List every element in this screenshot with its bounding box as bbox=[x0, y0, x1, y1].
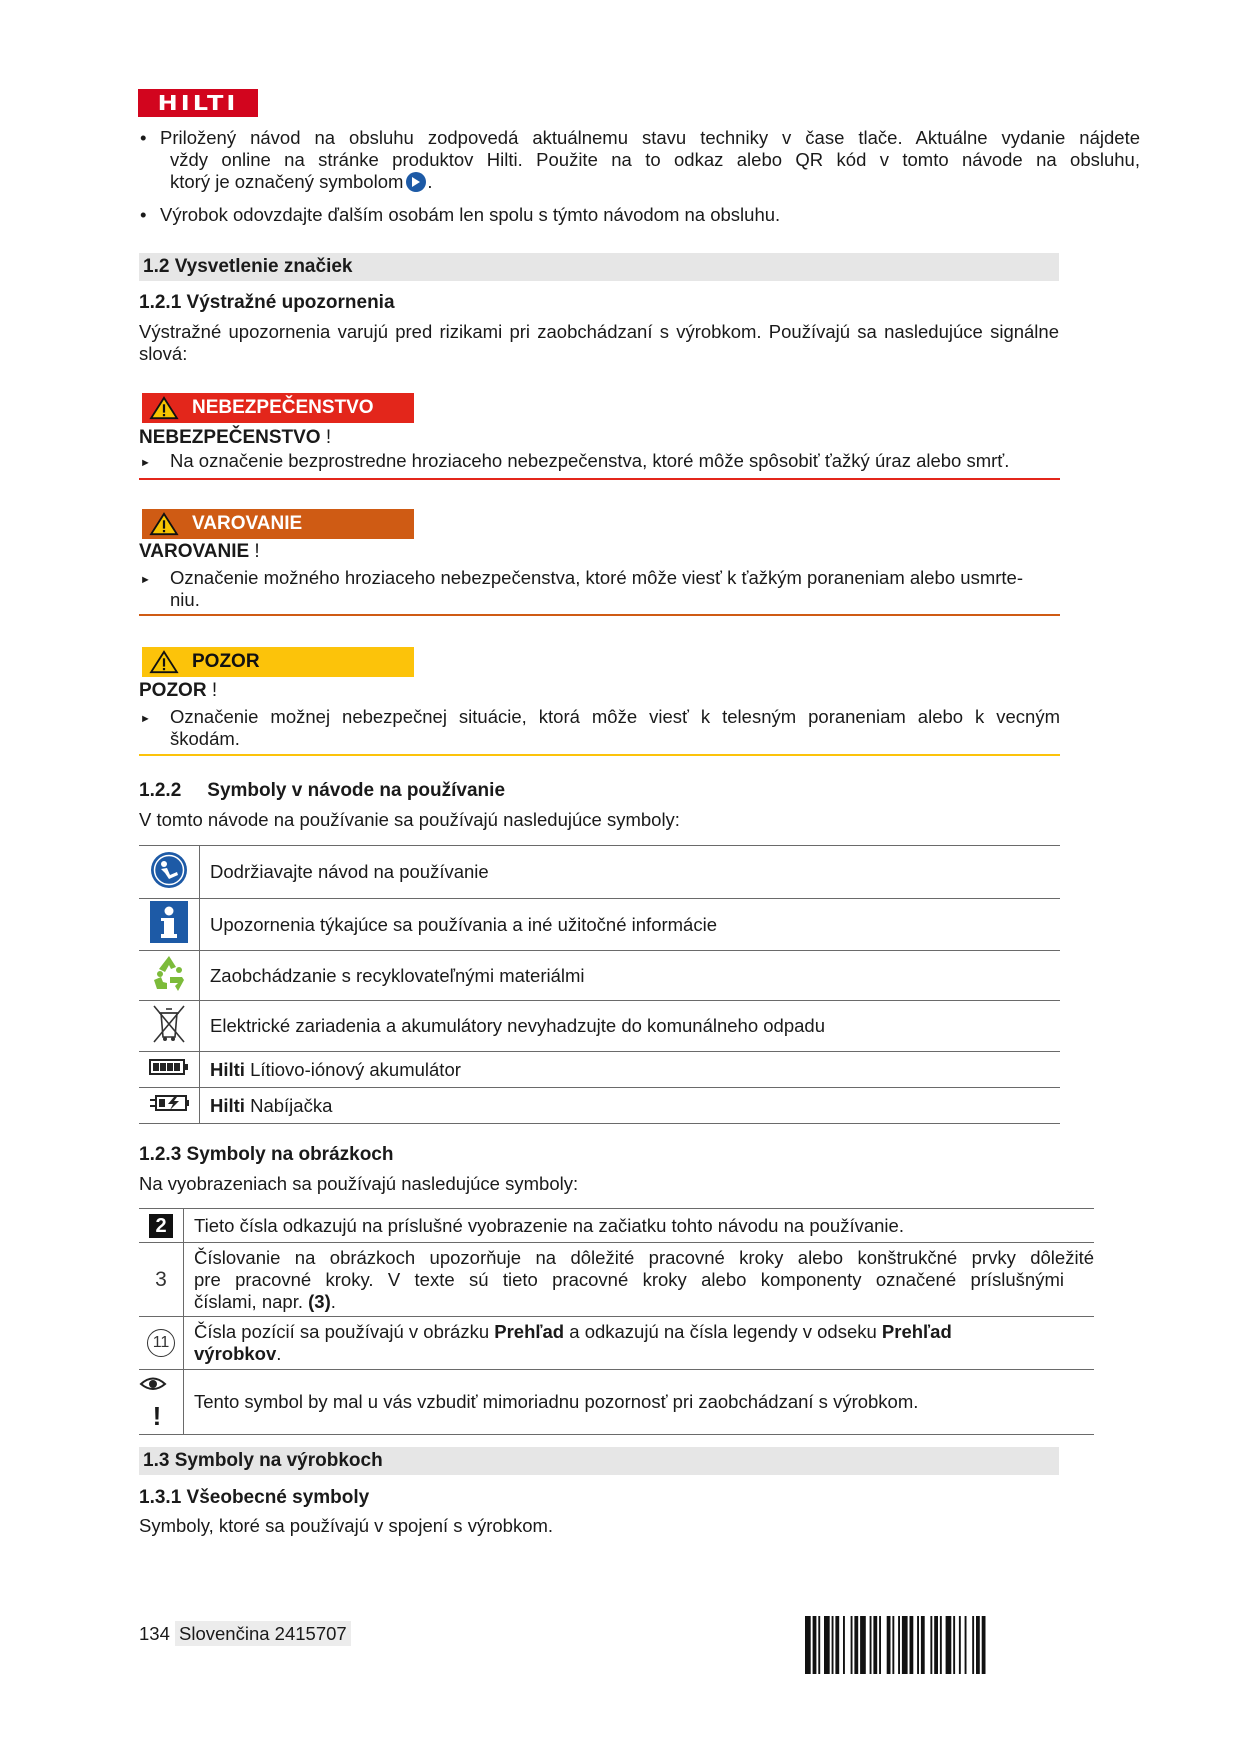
barcode-bar bbox=[921, 1616, 925, 1674]
figure-symbol-text: Čísla pozícií sa používajú v obrázku Prehľad a odkazujú na čísla legendy v odseku Prehľad výrobkov. bbox=[184, 1317, 1095, 1370]
barcode-bar bbox=[930, 1616, 932, 1674]
hilti-logo: HILTI bbox=[138, 89, 258, 117]
manual-symbol-text: Hilti Lítiovo-iónový akumulátor bbox=[200, 1052, 1061, 1088]
online-manual-icon bbox=[405, 171, 427, 193]
barcode-bar bbox=[854, 1616, 858, 1674]
subsection-1-3-1-title: 1.3.1 Všeobecné symboly bbox=[139, 1487, 370, 1508]
warning-title: VAROVANIE ! bbox=[139, 541, 260, 562]
section-1-2-title: 1.2 Vysvetlenie značiek bbox=[139, 253, 1059, 281]
manual-symbol-text: Hilti Nabíjačka bbox=[200, 1088, 1061, 1124]
manual-symbol-text: Dodržiavajte návod na používanie bbox=[200, 846, 1061, 899]
footer-language: Slovenčina bbox=[179, 1623, 270, 1644]
warning-intro-text: Výstražné upozornenia varujú pred rizikami pri zaobchádzaní s výrobkom. Používajú sa nasledujúce signálne slová: bbox=[139, 321, 1059, 364]
barcode-bar bbox=[953, 1616, 955, 1674]
table-row bbox=[139, 1317, 1094, 1370]
info-icon bbox=[150, 901, 188, 943]
manual-symbols-intro: V tomto návode na používanie sa používajú nasledujúce symboly: bbox=[139, 809, 680, 830]
page-footer bbox=[139, 1623, 351, 1645]
barcode-bar bbox=[892, 1616, 894, 1674]
barcode-bar bbox=[813, 1616, 817, 1674]
figure-symbols-table bbox=[139, 1208, 1094, 1435]
warning-triangle-icon bbox=[148, 396, 180, 420]
barcode-bar bbox=[940, 1616, 942, 1674]
danger-signal-label: NEBEZPEČENSTVO bbox=[142, 393, 414, 423]
table-row bbox=[139, 1001, 1060, 1052]
caution-rule bbox=[139, 754, 1060, 756]
barcode-bar bbox=[934, 1616, 938, 1674]
figure-symbol-text: Číslovanie na obrázkoch upozorňuje na dôležité pracovné kroky alebo konštrukčné prvky dôležité pre pracovné kroky. V texte sú tieto pracovné kroky alebo komponenty označené príslušnými číslami, napr. (3). bbox=[184, 1243, 1095, 1317]
figure-symbols-intro: Na vyobrazeniach sa používajú nasledujúce symboly: bbox=[139, 1173, 579, 1194]
table-row bbox=[139, 1209, 1094, 1243]
general-symbols-intro: Symboly, ktoré sa používajú v spojení s výrobkom. bbox=[139, 1515, 554, 1536]
barcode-bar bbox=[870, 1616, 872, 1674]
manual-symbol-text: Elektrické zariadenia a akumulátory nevyhadzujte do komunálneho odpadu bbox=[200, 1001, 1061, 1052]
caution-signal-label: POZOR bbox=[142, 647, 414, 677]
barcode-bar bbox=[917, 1616, 919, 1674]
danger-title: NEBEZPEČENSTVO ! bbox=[139, 427, 332, 448]
warning-triangle-icon bbox=[148, 650, 180, 674]
danger-rule bbox=[139, 478, 1060, 480]
barcode-bar bbox=[965, 1616, 967, 1674]
subsection-1-2-1-title: 1.2.1 Výstražné upozornenia bbox=[139, 292, 395, 313]
barcode-bar bbox=[843, 1616, 845, 1674]
barcode-bar bbox=[879, 1616, 881, 1674]
table-row bbox=[139, 1243, 1094, 1317]
figure-symbol-text: Tieto čísla odkazujú na príslušné vyobrazenie na začiatku tohto návodu na používanie. bbox=[184, 1209, 1095, 1243]
caution-title: POZOR ! bbox=[139, 680, 218, 701]
battery-icon bbox=[149, 1057, 189, 1077]
figure-symbol-text: Tento symbol by mal u vás vzbudiť mimoriadnu pozornosť pri zaobchádzaní s výrobkom. bbox=[184, 1370, 1095, 1435]
barcode-bar bbox=[824, 1616, 830, 1674]
footer-doc-number: 2415707 bbox=[274, 1623, 347, 1644]
warning-signal-label: VAROVANIE bbox=[142, 509, 414, 539]
table-row bbox=[139, 846, 1060, 899]
barcode-bar bbox=[946, 1616, 952, 1674]
step-number: 3 bbox=[155, 1267, 167, 1291]
barcode-bar bbox=[982, 1616, 986, 1674]
barcode-bar bbox=[851, 1616, 853, 1674]
section-1-3-title: 1.3 Symboly na výrobkoch bbox=[139, 1447, 1059, 1475]
weee-bin-icon bbox=[151, 1003, 187, 1045]
position-number-circle: 11 bbox=[147, 1329, 175, 1357]
figure-number-badge: 2 bbox=[149, 1214, 173, 1238]
barcode bbox=[805, 1616, 1060, 1674]
barcode-bar bbox=[805, 1616, 811, 1674]
manual-symbol-text: Upozornenia týkajúce sa používania a iné užitočné informácie bbox=[200, 899, 1061, 951]
subsection-1-2-3-title: 1.2.3 Symboly na obrázkoch bbox=[139, 1144, 394, 1165]
manual-symbols-table bbox=[139, 845, 1060, 1124]
barcode-bar bbox=[902, 1616, 908, 1674]
table-row bbox=[139, 1052, 1060, 1088]
barcode-bar bbox=[818, 1616, 820, 1674]
barcode-bar bbox=[972, 1616, 974, 1674]
warning-rule bbox=[139, 614, 1060, 616]
barcode-bar bbox=[873, 1616, 877, 1674]
table-row: ! Tento symbol by mal u vás vzbudiť mimoriadnu pozornosť pri zaobchádzaní s výrobkom. bbox=[139, 1370, 1094, 1435]
eye-attention-icon bbox=[139, 1370, 183, 1396]
barcode-bar bbox=[910, 1616, 914, 1674]
barcode-bar bbox=[835, 1616, 839, 1674]
charger-icon bbox=[148, 1092, 190, 1114]
warning-triangle-icon bbox=[148, 512, 180, 536]
barcode-bar bbox=[860, 1616, 866, 1674]
subsection-1-2-2-title: 1.2.2 Symboly v návode na používanie bbox=[139, 780, 506, 801]
barcode-bar bbox=[887, 1616, 891, 1674]
barcode-bar bbox=[976, 1616, 980, 1674]
barcode-bar bbox=[898, 1616, 900, 1674]
recycle-icon bbox=[149, 953, 189, 993]
table-row bbox=[139, 951, 1060, 1001]
barcode-bar bbox=[832, 1616, 834, 1674]
manual-icon bbox=[150, 851, 188, 889]
page-number: 134 bbox=[139, 1623, 170, 1644]
table-row bbox=[139, 1088, 1060, 1124]
barcode-bar bbox=[959, 1616, 961, 1674]
table-row bbox=[139, 899, 1060, 951]
manual-symbol-text: Zaobchádzanie s recyklovateľnými materiálmi bbox=[200, 951, 1061, 1001]
